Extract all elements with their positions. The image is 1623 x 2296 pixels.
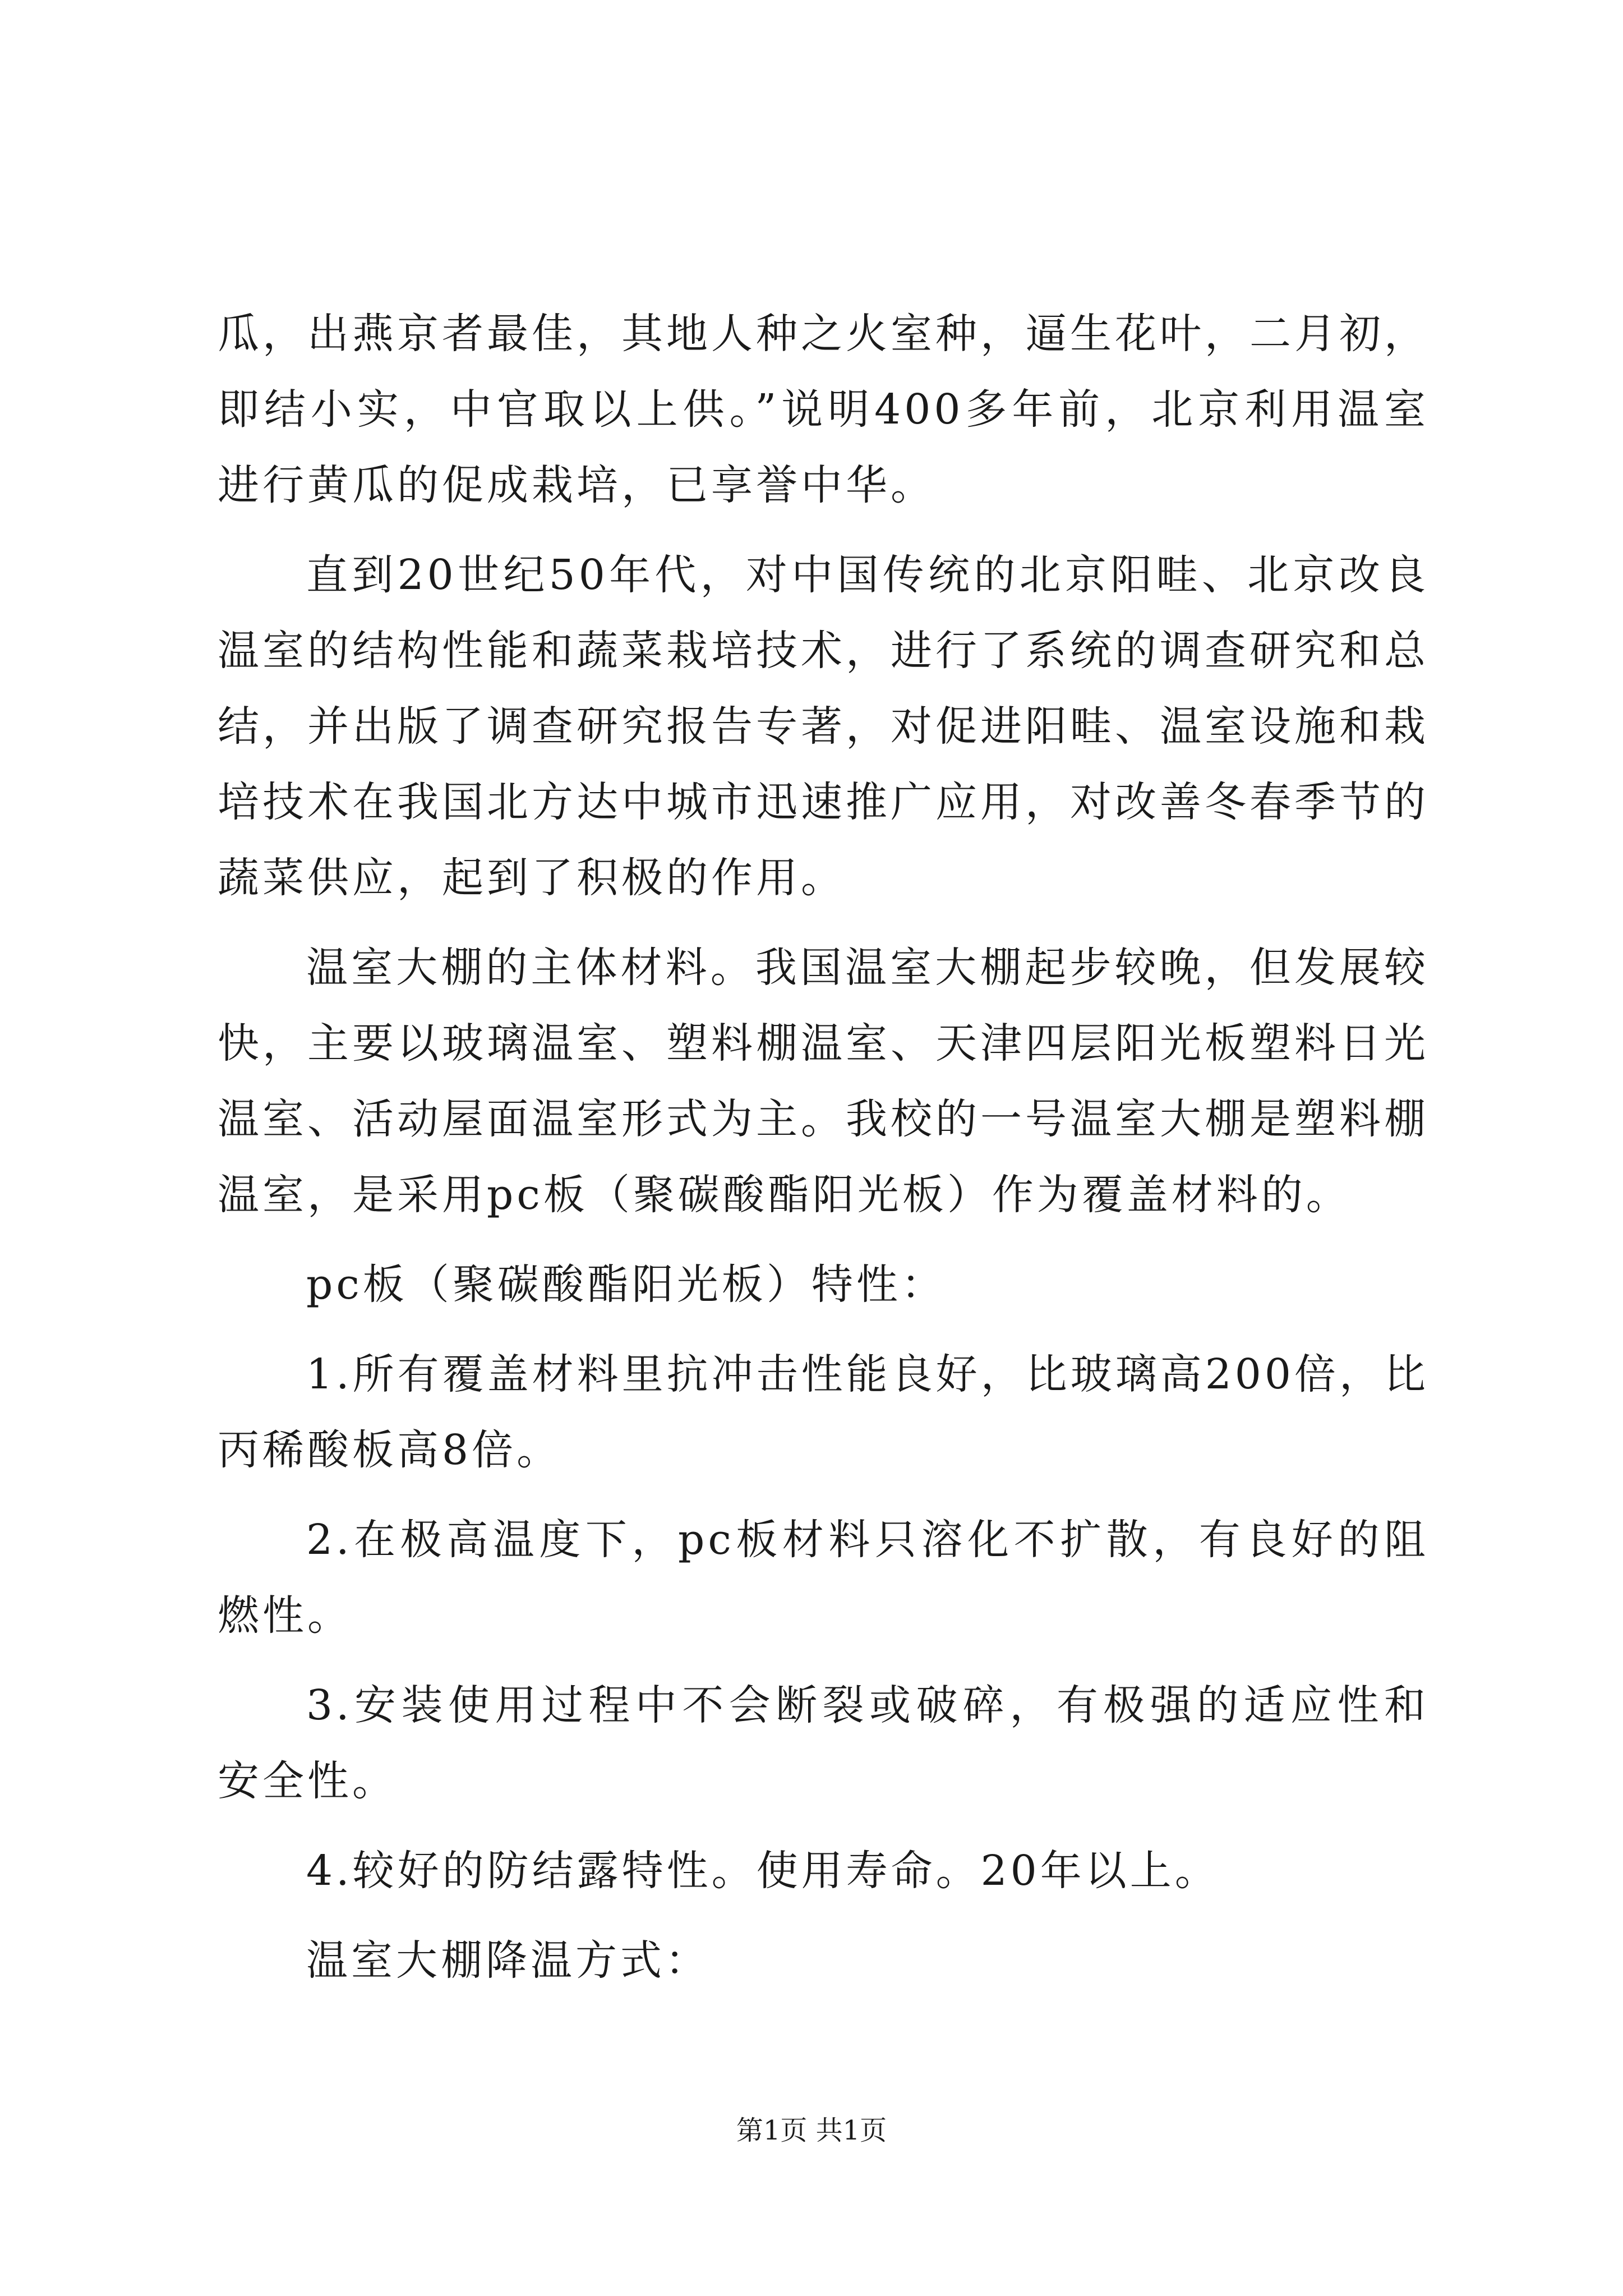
paragraph-pc-feature-1: 1.所有覆盖材料里抗冲击性能良好，比玻璃高200倍，比丙稀酸板高8倍。 (218, 1350, 1429, 1474)
paragraph-pc-feature-3: 3.安装使用过程中不会断裂或破碎，有极强的适应性和安全性。 (218, 1681, 1429, 1805)
paragraph-pc-feature-4: 4.较好的防结露特性。使用寿命。20年以上。 (306, 1847, 1220, 1895)
paragraph-pc-heading: pc板（聚碳酸酯阳光板）特性： (306, 1260, 946, 1309)
paragraph-materials: 温室大棚的主体材料。我国温室大棚起步较晚，但发展较快，主要以玻璃温室、塑料棚温室、天津四层阳光板塑料日光温室、活动屋面温室形式为主。我校的一号温室大棚是塑料棚温室，是采用pc板（聚碳酸酯阳光板）作为覆盖材料的。 (218, 944, 1429, 1219)
paragraph-continuation: 瓜，出燕京者最佳，其地人种之火室种，逼生花叶，二月初，即结小实，中官取以上供。”说明400多年前，北京利用温室进行黄瓜的促成栽培，已享誉中华。 (218, 310, 1429, 509)
paragraph-pc-feature-2: 2.在极高温度下，pc板材料只溶化不扩散，有良好的阻燃性。 (218, 1516, 1429, 1640)
paragraph-cooling-heading: 温室大棚降温方式： (306, 1936, 710, 1985)
document-body (218, 296, 1429, 2013)
paragraph-history: 直到20世纪50年代，对中国传统的北京阳畦、北京改良温室的结构性能和蔬菜栽培技术，进行了系统的调查研究和总结，并出版了调查研究报告专著，对促进阳畦、温室设施和栽培技术在我国北方达中城市迅速推广应用，对改善冬春季节的蔬菜供应，起到了积极的作用。 (218, 551, 1429, 902)
page-footer: 第1页 共1页 (736, 2115, 887, 2146)
